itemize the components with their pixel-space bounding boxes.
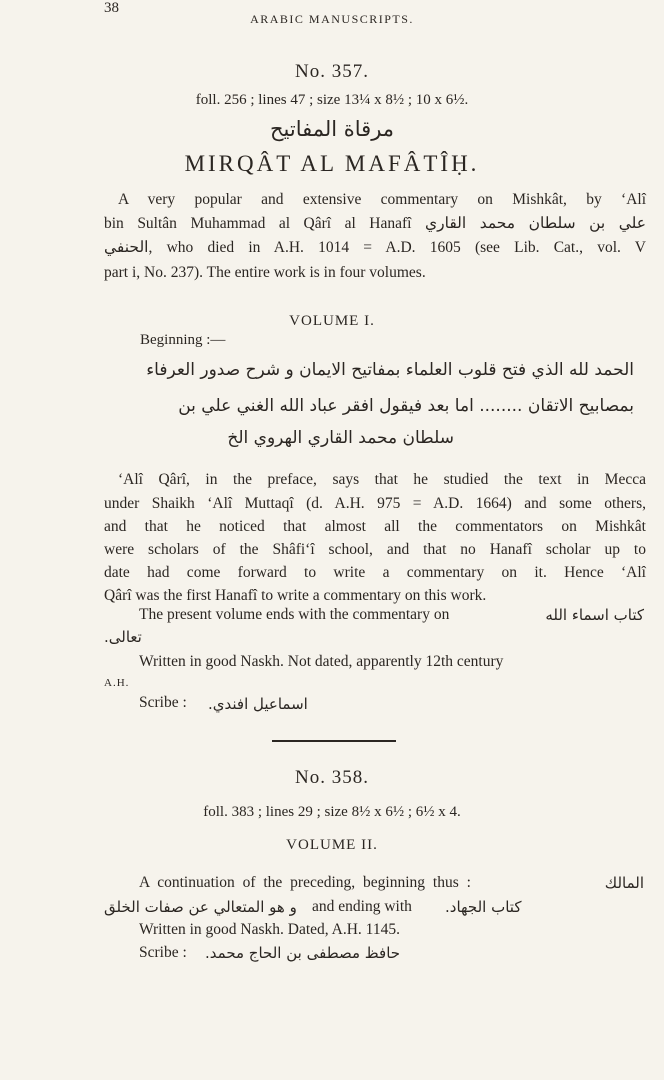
ending-label: and ending with — [312, 898, 412, 915]
beginning-arabic-line: الحمد لله الذي فتح قلوب العلماء بمفاتيح الايمان و شرح صدور العرفاء — [146, 360, 634, 380]
scribe-arabic: اسماعيل افندي. — [208, 695, 308, 713]
beginning-label: Beginning :— — [140, 332, 226, 348]
preface-line: date had come forward to write a commentary on it. Hence ‘Alî — [104, 564, 646, 581]
beginning-arabic-line: بمصابيح الاتقان ........ اما بعد فيقول افقر عباد الله الغني علي بن — [178, 396, 634, 416]
preface-line: and that he noticed that almost all the commentators on Mishkât — [104, 518, 646, 535]
volume-heading: VOLUME II. — [286, 837, 378, 853]
description-line: A very popular and extensive commentary on Mishkât, by ‘Alî — [118, 191, 646, 208]
continuation-arabic: المالك — [604, 874, 644, 892]
description-line: part i, No. 237). The entire work is in four volumes. — [104, 264, 426, 281]
running-title: ARABIC MANUSCRIPTS. — [250, 12, 414, 26]
scribe-label: Scribe : — [139, 694, 187, 711]
ends-line-arabic: كتاب اسماء الله — [545, 606, 644, 624]
volume-heading: VOLUME I. — [289, 313, 375, 329]
ending-arabic: كتاب الجهاد. — [445, 898, 522, 916]
continuation-line: A continuation of the preceding, beginning thus : — [139, 874, 471, 891]
collation-line: foll. 383 ; lines 29 ; size 8½ x 6½ ; 6½ x 4. — [203, 804, 461, 820]
preface-line: were scholars of the Shâfi‘î school, and that no Hanafî scholar up to — [104, 541, 646, 558]
preface-line: ‘Alî Qârî, in the preface, says that he studied the text in Mecca — [118, 471, 646, 488]
section-divider — [272, 740, 396, 742]
entry-number: No. 358. — [295, 767, 369, 788]
beginning-arabic-line: سلطان محمد القاري الهروي الخ — [227, 428, 454, 448]
collation-line: foll. 256 ; lines 47 ; size 13¼ x 8½ ; 10 x 6½. — [195, 92, 469, 108]
description-line: bin Sultân Muhammad al Qârî al Hanafî علي بن سلطان محمد القاري — [104, 215, 646, 232]
description-line: الحنفي, who died in A.H. 1014 = A.D. 1605 (see Lib. Cat., vol. V — [104, 239, 646, 256]
ends-line-arabic: تعالى. — [104, 628, 142, 646]
scribe-arabic: حافظ مصطفى بن الحاج محمد. — [205, 944, 401, 962]
preface-line: under Shaikh ‘Alî Muttaqî (d. A.H. 975 = A.D. 1664) and some others, — [104, 495, 646, 512]
preface-line: Qârî was the first Hanafî to write a commentary on this work. — [104, 587, 487, 604]
arabic-title: مرقاة المفاتيح — [269, 117, 395, 141]
page-number: 38 — [104, 0, 119, 16]
entry-number: No. 357. — [295, 61, 369, 82]
scribe-label: Scribe : — [139, 944, 187, 961]
written-line: Written in good Naskh. Dated, A.H. 1145. — [139, 921, 400, 938]
ends-line: The present volume ends with the commentary on — [139, 606, 450, 623]
written-line-era: A.H. — [104, 677, 130, 689]
continuation-arabic: و هو المتعالي عن صفات الخلق — [104, 898, 297, 916]
work-title: MIRQÂT AL MAFÂTÎḤ. — [184, 151, 480, 176]
written-line: Written in good Naskh. Not dated, apparently 12th century — [139, 653, 504, 670]
